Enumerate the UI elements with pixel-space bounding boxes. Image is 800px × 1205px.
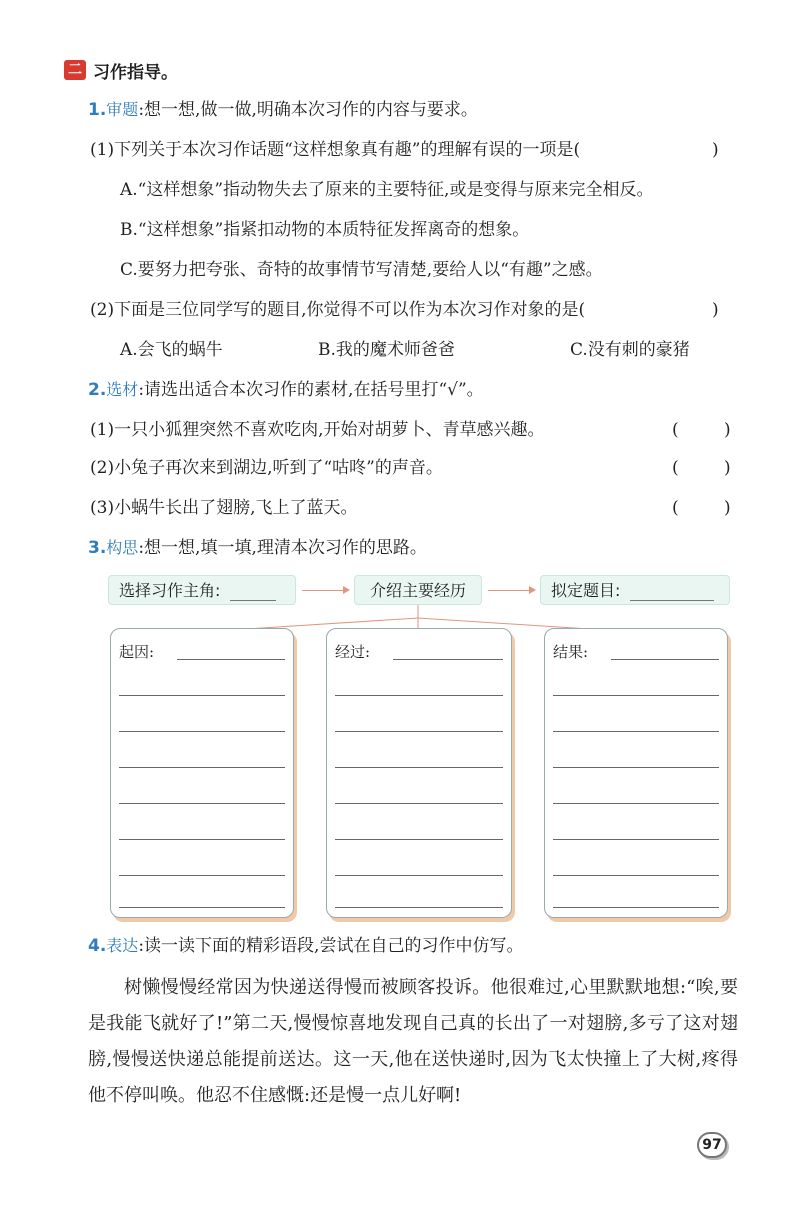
card-result-write-line[interactable] [553, 803, 719, 804]
card-result-write-line[interactable] [553, 767, 719, 768]
card-cause-write-line[interactable] [119, 875, 285, 876]
card-result-label: 结果: [553, 643, 589, 661]
q2-item-2: (2)小兔子再次来到湖边,听到了“咕咚”的声音。 [90, 458, 443, 478]
q2-item-2-paren-open[interactable]: ( [672, 458, 679, 478]
q4-number: 4. [88, 936, 107, 956]
q2-item-1-paren-close: ) [724, 420, 731, 440]
card-cause-write-line[interactable] [177, 659, 285, 660]
flow-main-experience-label: 介绍主要经历 [369, 581, 466, 600]
section-badge: 二 [64, 60, 86, 80]
card-cause-write-line[interactable] [119, 803, 285, 804]
q1-instruction: :想一想,做一做,明确本次习作的内容与要求。 [138, 100, 478, 120]
card-result-write-line[interactable] [553, 695, 719, 696]
q2-item-3-paren-close: ) [724, 498, 731, 518]
card-cause-write-line[interactable] [119, 839, 285, 840]
card-process-label: 经过: [335, 643, 371, 661]
q1-sub1-option-c: C.要努力把夸张、奇特的故事情节写清楚,要给人以“有趣”之感。 [120, 260, 603, 280]
q2-number: 2. [88, 380, 107, 400]
card-result-write-line[interactable] [553, 731, 719, 732]
card-process-write-line[interactable] [335, 839, 503, 840]
q4-instruction: :读一读下面的精彩语段,尝试在自己的习作中仿写。 [138, 936, 524, 956]
q4-heading [88, 934, 523, 958]
q2-item-2-paren-close: ) [724, 458, 731, 478]
card-cause-write-line[interactable] [119, 767, 285, 768]
card-cause-write-line[interactable] [119, 907, 285, 908]
card-cause [110, 628, 294, 918]
q4-key: 表达 [106, 936, 139, 955]
q1-sub2-option-a: A.会飞的蜗牛 [120, 340, 223, 360]
q1-sub2-option-b: B.我的魔术师爸爸 [318, 340, 455, 360]
q1-sub1-stem: (1)下列关于本次习作话题“这样想象真有趣”的理解有误的一项是( [90, 140, 581, 160]
q3-key: 构思 [106, 538, 139, 557]
card-result-write-line[interactable] [553, 875, 719, 876]
q1-number: 1. [88, 100, 107, 120]
card-cause-label: 起因: [119, 643, 155, 661]
card-process-write-line[interactable] [335, 731, 503, 732]
q2-instruction: :请选出适合本次习作的素材,在括号里打“√”。 [138, 380, 484, 400]
q1-sub2-stem: (2)下面是三位同学写的题目,你觉得不可以作为本次习作对象的是( [90, 300, 586, 320]
q2-item-3: (3)小蜗牛长出了翅膀,飞上了蓝天。 [90, 498, 358, 518]
q1-sub2-answer-close: ) [712, 300, 719, 320]
q3-instruction: :想一想,填一填,理清本次习作的思路。 [138, 538, 427, 558]
card-result-write-line[interactable] [553, 907, 719, 908]
card-process-write-line[interactable] [335, 767, 503, 768]
card-result-write-line[interactable] [611, 659, 719, 660]
card-process-write-line[interactable] [335, 695, 503, 696]
card-result-write-line[interactable] [553, 839, 719, 840]
flow-choose-protagonist-label: 选择习作主角: [119, 581, 221, 600]
q1-key: 审题 [106, 100, 139, 119]
q2-item-1: (1)一只小狐狸突然不喜欢吃肉,开始对胡萝卜、青草感兴趣。 [90, 420, 545, 440]
q4-sample-paragraph: 树懒慢慢经常因为快递送得慢而被顾客投诉。他很难过,心里默默地想:“唉,要是我能飞就好了!”第二天,慢慢惊喜地发现自己真的长出了一对翅膀,多亏了这对翅膀,慢慢送快递总能提前送达。这一天,他在送快递时,因为飞太快撞上了大树,疼得他不停叫唤。他忍不住感慨:还是慢一点儿好啊! [88, 977, 738, 1106]
q2-item-1-paren-open[interactable]: ( [672, 420, 679, 440]
q2-item-3-paren-open[interactable]: ( [672, 498, 679, 518]
page-number: 97 [697, 1132, 727, 1158]
card-cause-write-line[interactable] [119, 695, 285, 696]
q2-key: 选材 [106, 380, 139, 399]
card-cause-write-line[interactable] [119, 731, 285, 732]
card-process-write-line[interactable] [393, 659, 503, 660]
q1-sub2-option-c: C.没有刺的豪猪 [570, 340, 690, 360]
q1-sub1-option-b: B.“这样想象”指紧扣动物的本质特征发挥离奇的想象。 [120, 220, 530, 240]
q1-sub1-option-a: A.“这样想象”指动物失去了原来的主要特征,或是变得与原来完全相反。 [120, 180, 654, 200]
card-result [544, 628, 728, 918]
section-title: 习作指导。 [93, 63, 178, 83]
card-process [326, 628, 512, 918]
q1-sub1-answer-close: ) [712, 140, 719, 160]
flow-draft-title-label: 拟定题目: [551, 581, 621, 600]
card-process-write-line[interactable] [335, 875, 503, 876]
card-process-write-line[interactable] [335, 907, 503, 908]
card-process-write-line[interactable] [335, 803, 503, 804]
q3-number: 3. [88, 538, 107, 558]
